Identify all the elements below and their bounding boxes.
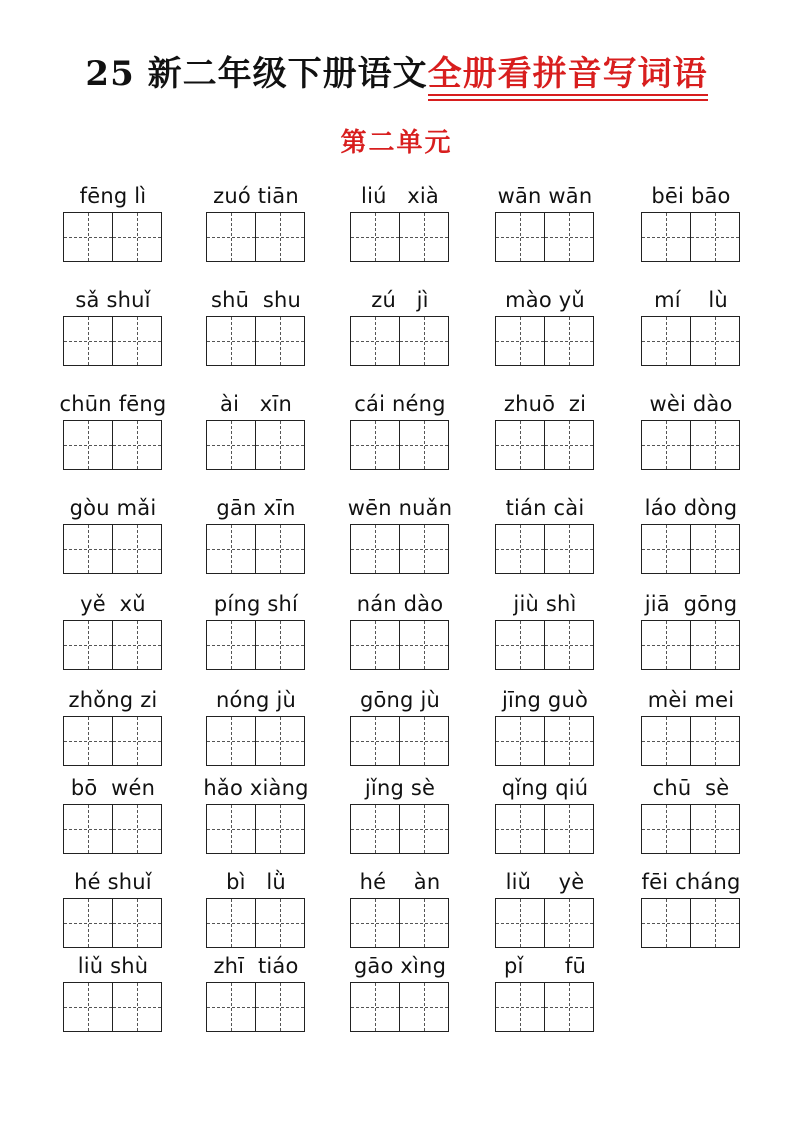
writing-boxes [63, 620, 168, 670]
tian-zi-cell[interactable] [495, 620, 545, 670]
writing-boxes [495, 982, 600, 1032]
tian-zi-cell[interactable] [544, 804, 594, 854]
word-item [345, 866, 455, 948]
writing-boxes [350, 804, 455, 854]
writing-boxes [495, 524, 600, 574]
tian-zi-cell[interactable] [255, 898, 305, 948]
pinyin-label: sǎ shuǐ [75, 288, 151, 312]
pinyin-label: jīng guò [501, 688, 589, 712]
tian-zi-cell[interactable] [350, 620, 400, 670]
tian-zi-cell[interactable] [544, 716, 594, 766]
writing-boxes [495, 420, 600, 470]
pinyin-label: gān xīn [216, 496, 296, 520]
pinyin-label: qǐng qiú [501, 776, 589, 800]
word-item [58, 772, 168, 854]
word-row [58, 388, 758, 492]
pinyin-label: mèi mei [647, 688, 735, 712]
writing-boxes [63, 982, 168, 1032]
tian-zi-cell[interactable] [399, 982, 449, 1032]
word-item [345, 950, 455, 1032]
writing-boxes [206, 524, 311, 574]
pinyin-label: fēng lì [79, 184, 147, 208]
pinyin-label: zú jì [371, 288, 429, 312]
pinyin-label: mí lù [654, 288, 728, 312]
writing-boxes [63, 316, 168, 366]
tian-zi-cell[interactable] [399, 716, 449, 766]
tian-zi-cell[interactable] [255, 316, 305, 366]
word-item [58, 180, 168, 262]
word-item [201, 588, 311, 670]
tian-zi-cell[interactable] [112, 620, 162, 670]
word-item [345, 772, 455, 854]
pinyin-label: gòu mǎi [69, 496, 157, 520]
tian-zi-cell[interactable] [544, 898, 594, 948]
pinyin-label: hé àn [359, 870, 441, 894]
tian-zi-cell[interactable] [255, 212, 305, 262]
writing-boxes [641, 898, 746, 948]
pinyin-label: zhī tiáo [213, 954, 299, 978]
pinyin-label: liǔ shù [77, 954, 149, 978]
pinyin-label: tián cài [505, 496, 585, 520]
writing-boxes [495, 898, 600, 948]
tian-zi-cell[interactable] [495, 898, 545, 948]
word-item [345, 588, 455, 670]
writing-boxes [641, 420, 746, 470]
tian-zi-cell[interactable] [350, 316, 400, 366]
pinyin-label: jiā gōng [644, 592, 738, 616]
tian-zi-cell[interactable] [350, 898, 400, 948]
tian-zi-cell[interactable] [641, 420, 691, 470]
tian-zi-cell[interactable] [544, 420, 594, 470]
writing-boxes [641, 316, 746, 366]
word-item [201, 684, 311, 766]
tian-zi-cell[interactable] [206, 620, 256, 670]
tian-zi-cell[interactable] [255, 982, 305, 1032]
tian-zi-cell[interactable] [399, 804, 449, 854]
tian-zi-cell[interactable] [690, 898, 740, 948]
word-item [490, 588, 600, 670]
word-item [58, 388, 168, 470]
writing-boxes [350, 420, 455, 470]
tian-zi-cell[interactable] [112, 524, 162, 574]
tian-zi-cell[interactable] [399, 420, 449, 470]
pinyin-label: liǔ yè [505, 870, 585, 894]
tian-zi-cell[interactable] [206, 524, 256, 574]
tian-zi-cell[interactable] [255, 420, 305, 470]
tian-zi-cell[interactable] [350, 212, 400, 262]
tian-zi-cell[interactable] [495, 212, 545, 262]
tian-zi-cell[interactable] [690, 420, 740, 470]
word-item [201, 388, 311, 470]
pinyin-label: fēi cháng [641, 870, 741, 894]
pinyin-label: hǎo xiàng [203, 776, 309, 800]
pinyin-label: wān wān [497, 184, 593, 208]
word-item [636, 866, 746, 948]
writing-boxes [495, 316, 600, 366]
tian-zi-cell[interactable] [495, 420, 545, 470]
tian-zi-cell[interactable] [690, 804, 740, 854]
tian-zi-cell[interactable] [112, 898, 162, 948]
tian-zi-cell[interactable] [641, 524, 691, 574]
pinyin-label: zuó tiān [213, 184, 299, 208]
word-item [636, 684, 746, 766]
word-row [58, 492, 758, 596]
tian-zi-cell[interactable] [399, 524, 449, 574]
pinyin-label: liú xià [361, 184, 439, 208]
word-item [201, 772, 311, 854]
writing-boxes [206, 982, 311, 1032]
pinyin-label: bēi bāo [651, 184, 731, 208]
word-item [490, 866, 600, 948]
writing-boxes [206, 420, 311, 470]
tian-zi-cell[interactable] [544, 620, 594, 670]
tian-zi-cell[interactable] [255, 620, 305, 670]
tian-zi-cell[interactable] [690, 212, 740, 262]
word-item [490, 180, 600, 262]
tian-zi-cell[interactable] [350, 524, 400, 574]
word-item [345, 492, 455, 574]
tian-zi-cell[interactable] [399, 212, 449, 262]
tian-zi-cell[interactable] [63, 620, 113, 670]
pinyin-label: zhǒng zi [68, 688, 158, 712]
tian-zi-cell[interactable] [641, 804, 691, 854]
tian-zi-cell[interactable] [206, 898, 256, 948]
tian-zi-cell[interactable] [112, 316, 162, 366]
pinyin-label: pǐ fū [504, 954, 586, 978]
tian-zi-cell[interactable] [63, 524, 113, 574]
word-row [58, 284, 758, 388]
word-item [345, 284, 455, 366]
pinyin-label: píng shí [213, 592, 299, 616]
pinyin-label: ài xīn [220, 392, 292, 416]
word-row [58, 180, 758, 284]
writing-boxes [350, 620, 455, 670]
unit-heading: 第二单元 [340, 128, 453, 158]
writing-boxes [641, 620, 746, 670]
writing-boxes [495, 716, 600, 766]
pinyin-label: shū shu [210, 288, 302, 312]
word-item [636, 492, 746, 574]
writing-boxes [206, 804, 311, 854]
tian-zi-cell[interactable] [255, 524, 305, 574]
word-item [58, 492, 168, 574]
writing-boxes [350, 898, 455, 948]
writing-boxes [641, 716, 746, 766]
writing-boxes [641, 804, 746, 854]
word-item [58, 284, 168, 366]
writing-boxes [495, 212, 600, 262]
tian-zi-cell[interactable] [350, 716, 400, 766]
word-item [345, 388, 455, 470]
tian-zi-cell[interactable] [206, 716, 256, 766]
pinyin-label: gāo xìng [353, 954, 447, 978]
tian-zi-cell[interactable] [495, 804, 545, 854]
word-item [58, 588, 168, 670]
tian-zi-cell[interactable] [206, 212, 256, 262]
writing-boxes [641, 524, 746, 574]
tian-zi-cell[interactable] [255, 716, 305, 766]
writing-boxes [63, 524, 168, 574]
writing-boxes [63, 212, 168, 262]
writing-boxes [350, 716, 455, 766]
tian-zi-cell[interactable] [112, 212, 162, 262]
pinyin-label: gōng jù [359, 688, 441, 712]
pinyin-label: yě xǔ [80, 592, 146, 616]
tian-zi-cell[interactable] [206, 982, 256, 1032]
word-item [58, 950, 168, 1032]
word-item [201, 866, 311, 948]
word-item [636, 284, 746, 366]
tian-zi-cell[interactable] [350, 420, 400, 470]
pinyin-label: nóng jù [215, 688, 297, 712]
tian-zi-cell[interactable] [690, 716, 740, 766]
word-item [201, 284, 311, 366]
tian-zi-cell[interactable] [690, 524, 740, 574]
pinyin-label: mào yǔ [505, 288, 585, 312]
tian-zi-cell[interactable] [690, 316, 740, 366]
word-item [490, 388, 600, 470]
pinyin-label: chūn fēng [59, 392, 167, 416]
tian-zi-cell[interactable] [206, 316, 256, 366]
pinyin-label: nán dào [356, 592, 444, 616]
tian-zi-cell[interactable] [350, 804, 400, 854]
tian-zi-cell[interactable] [544, 316, 594, 366]
tian-zi-cell[interactable] [495, 524, 545, 574]
title-highlight: 全册看拼音写词语 [427, 54, 708, 94]
tian-zi-cell[interactable] [63, 212, 113, 262]
tian-zi-cell[interactable] [63, 898, 113, 948]
tian-zi-cell[interactable] [495, 716, 545, 766]
word-item [201, 180, 311, 262]
word-item [490, 950, 600, 1032]
writing-boxes [206, 316, 311, 366]
pinyin-label: wèi dào [649, 392, 733, 416]
word-item [201, 492, 311, 574]
title-main: 25 新二年级下册语文 [85, 54, 428, 94]
writing-boxes [350, 524, 455, 574]
tian-zi-cell[interactable] [641, 898, 691, 948]
pinyin-label: bì lǜ [226, 870, 286, 894]
writing-boxes [495, 620, 600, 670]
pinyin-label: cái néng [354, 392, 446, 416]
writing-boxes [206, 620, 311, 670]
pinyin-label: bō wén [70, 776, 156, 800]
word-item [345, 180, 455, 262]
tian-zi-cell[interactable] [63, 316, 113, 366]
pinyin-label: jǐng sè [364, 776, 436, 800]
pinyin-label: zhuō zi [503, 392, 587, 416]
word-item [201, 950, 311, 1032]
tian-zi-cell[interactable] [63, 716, 113, 766]
tian-zi-cell[interactable] [206, 804, 256, 854]
word-item [58, 866, 168, 948]
pinyin-label: wēn nuǎn [347, 496, 453, 520]
tian-zi-cell[interactable] [63, 982, 113, 1032]
word-row [58, 950, 758, 1054]
tian-zi-cell[interactable] [63, 420, 113, 470]
tian-zi-cell[interactable] [544, 524, 594, 574]
word-row [58, 588, 758, 692]
word-item [490, 684, 600, 766]
pinyin-label: láo dòng [644, 496, 738, 520]
word-item [58, 684, 168, 766]
tian-zi-cell[interactable] [63, 804, 113, 854]
writing-boxes [63, 716, 168, 766]
tian-zi-cell[interactable] [690, 620, 740, 670]
word-item [490, 772, 600, 854]
tian-zi-cell[interactable] [350, 982, 400, 1032]
word-item [636, 180, 746, 262]
word-item [490, 284, 600, 366]
page-title [0, 46, 793, 95]
tian-zi-cell[interactable] [399, 898, 449, 948]
tian-zi-cell[interactable] [112, 420, 162, 470]
writing-boxes [206, 898, 311, 948]
word-item [345, 684, 455, 766]
tian-zi-cell[interactable] [495, 982, 545, 1032]
tian-zi-cell[interactable] [112, 982, 162, 1032]
tian-zi-cell[interactable] [255, 804, 305, 854]
writing-boxes [63, 898, 168, 948]
tian-zi-cell[interactable] [112, 716, 162, 766]
tian-zi-cell[interactable] [641, 212, 691, 262]
writing-boxes [206, 716, 311, 766]
writing-boxes [63, 420, 168, 470]
writing-boxes [495, 804, 600, 854]
writing-boxes [350, 982, 455, 1032]
tian-zi-cell[interactable] [112, 804, 162, 854]
writing-boxes [350, 212, 455, 262]
tian-zi-cell[interactable] [399, 620, 449, 670]
writing-boxes [206, 212, 311, 262]
word-item [636, 588, 746, 670]
pinyin-label: chū sè [652, 776, 730, 800]
writing-boxes [350, 316, 455, 366]
tian-zi-cell[interactable] [641, 716, 691, 766]
pinyin-label: jiù shì [513, 592, 577, 616]
tian-zi-cell[interactable] [206, 420, 256, 470]
word-item [636, 772, 746, 854]
writing-boxes [63, 804, 168, 854]
word-item [636, 388, 746, 470]
word-item [490, 492, 600, 574]
tian-zi-cell[interactable] [399, 316, 449, 366]
pinyin-label: hé shuǐ [74, 870, 152, 894]
tian-zi-cell[interactable] [544, 982, 594, 1032]
tian-zi-cell[interactable] [544, 212, 594, 262]
tian-zi-cell[interactable] [641, 620, 691, 670]
tian-zi-cell[interactable] [641, 316, 691, 366]
writing-boxes [641, 212, 746, 262]
word-row [58, 772, 758, 876]
tian-zi-cell[interactable] [495, 316, 545, 366]
